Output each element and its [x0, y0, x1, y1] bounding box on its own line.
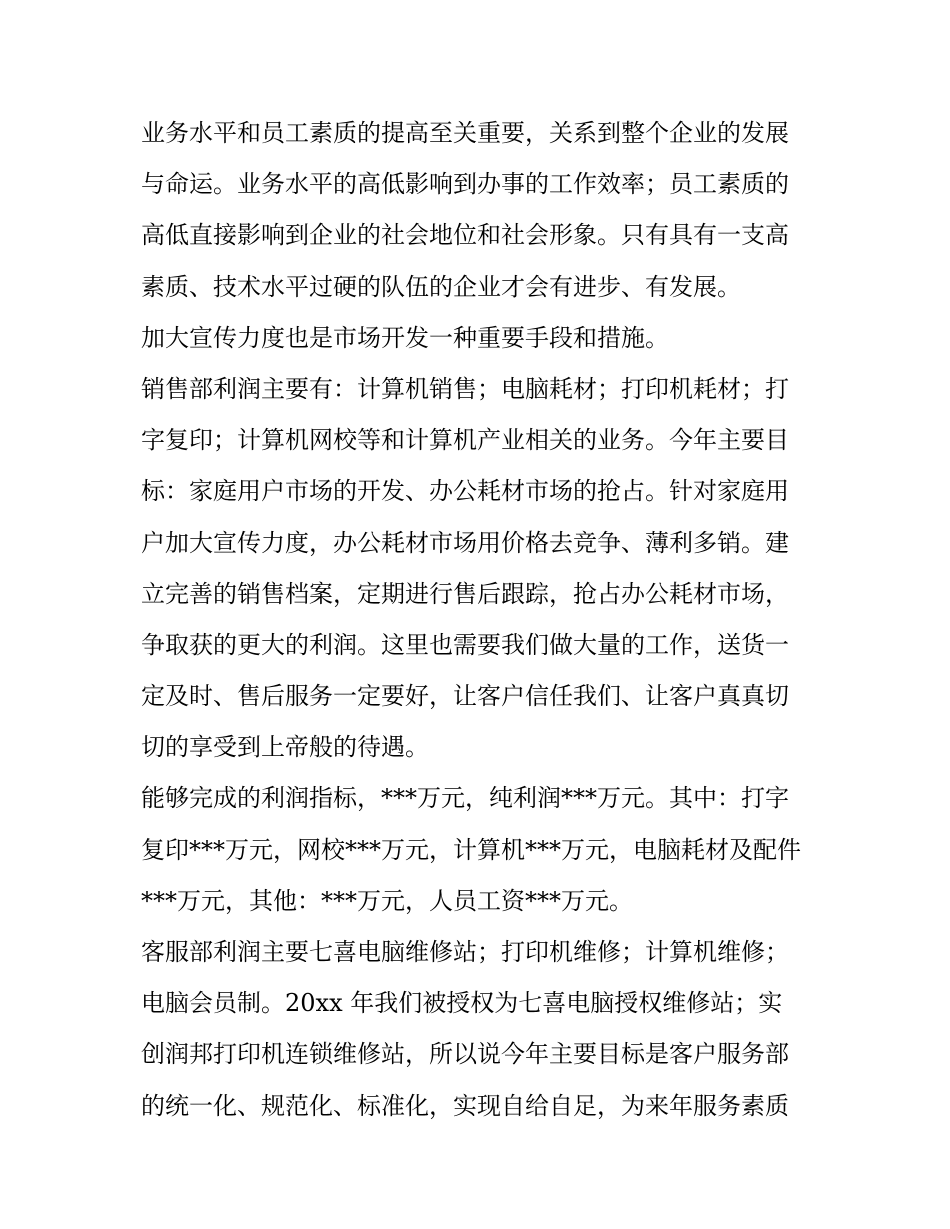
- text-line: 客服部利润主要七喜电脑维修站；打印机维修；计算机维修；: [141, 938, 789, 966]
- text-line: 户加大宣传力度，办公耗材市场用价格去竞争、薄利多销。建: [141, 528, 789, 557]
- text-line: 加大宣传力度也是市场开发一种重要手段和措施。: [141, 323, 669, 352]
- text-line: 定及时、售后服务一定要好，让客户信任我们、让客户真真切: [141, 682, 789, 711]
- text-line: 高低直接影响到企业的社会地位和社会形象。只有具有一支高: [141, 221, 789, 250]
- text-line: 复印***万元，网校***万元，计算机***万元，电脑耗材及配件: [141, 835, 801, 864]
- text-line: 的统一化、规范化、标准化，实现自给自足，为来年服务素质: [141, 1091, 789, 1120]
- text-line: 素质、技术水平过硬的队伍的企业才会有进步、有发展。: [141, 272, 741, 301]
- text-line: ***万元，其他：***万元，人员工资***万元。: [141, 886, 633, 915]
- text-line: 能够完成的利润指标，***万元，纯利润***万元。其中：打字: [141, 784, 789, 813]
- text-line: 销售部利润主要有：计算机销售；电脑耗材；打印机耗材；打: [141, 374, 789, 403]
- text-line: 争取获的更大的利润。这里也需要我们做大量的工作，送货一: [141, 630, 789, 659]
- text-line: 切的享受到上帝般的待遇。: [141, 733, 429, 762]
- text-line: 电脑会员制。20xx 年我们被授权为七喜电脑授权维修站；实: [141, 989, 783, 1018]
- text-line: 标：家庭用户市场的开发、办公耗材市场的抢占。针对家庭用: [141, 477, 789, 506]
- text-line: 与命运。业务水平的高低影响到办事的工作效率；员工素质的: [141, 170, 789, 199]
- text-line: 业务水平和员工素质的提高至关重要，关系到整个企业的发展: [141, 119, 789, 147]
- text-line: 创润邦打印机连锁维修站，所以说今年主要目标是客户服务部: [141, 1040, 789, 1069]
- body-text: [141, 108, 821, 1132]
- text-line: 字复印；计算机网校等和计算机产业相关的业务。今年主要目: [141, 426, 789, 455]
- text-line: 立完善的销售档案，定期进行售后跟踪，抢占办公耗材市场，: [141, 579, 789, 608]
